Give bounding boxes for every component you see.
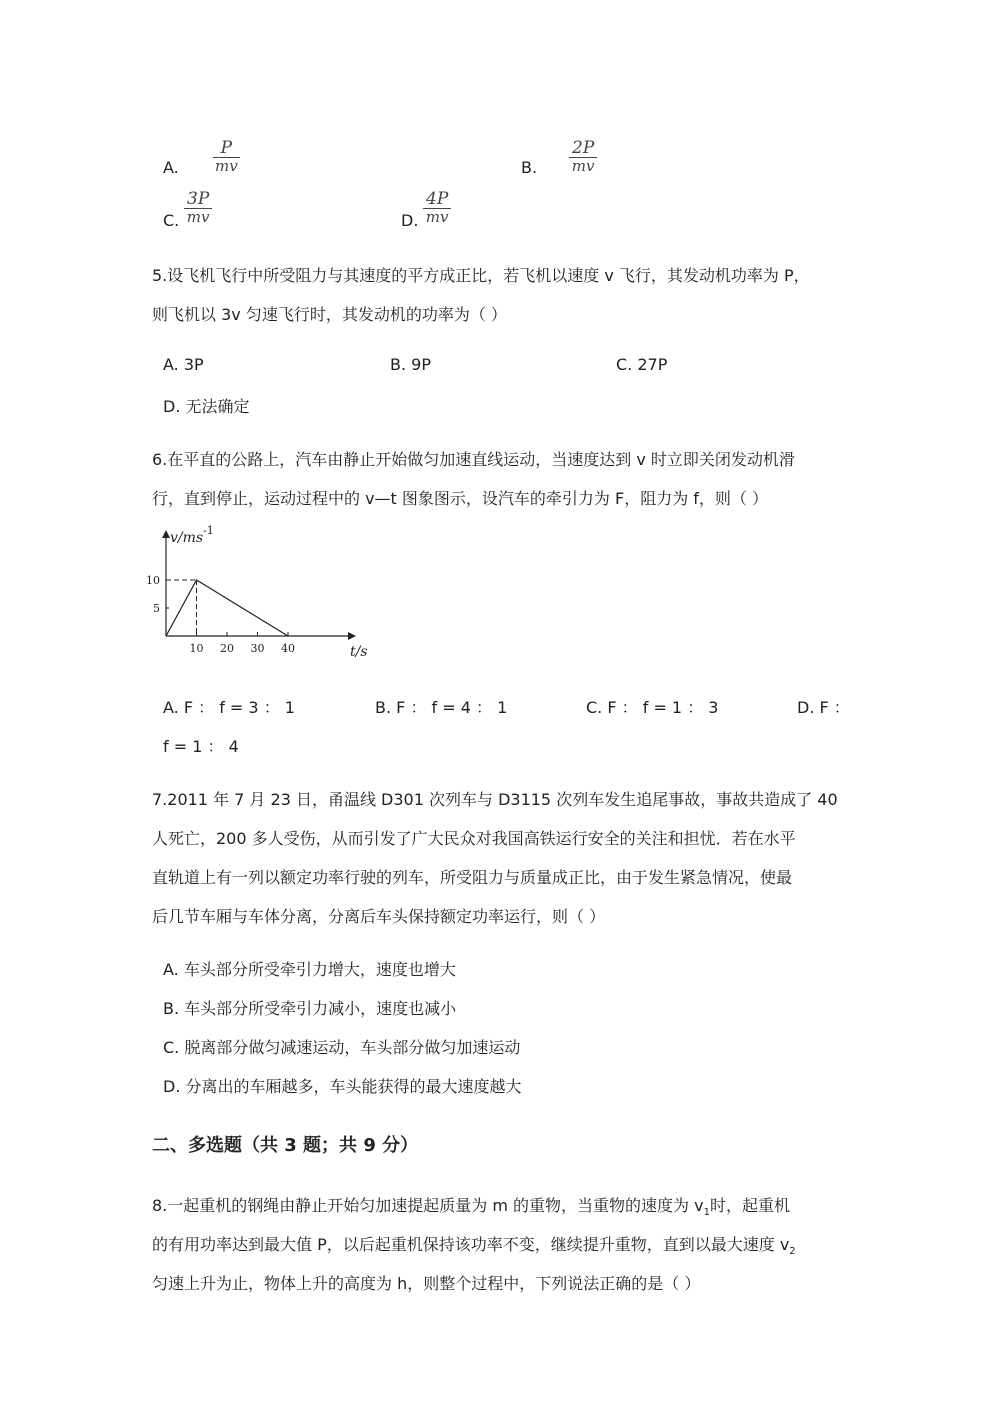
q6-option-d: D. F ：: [797, 698, 850, 717]
q4-option-c-fraction: [184, 191, 212, 226]
q6-option-b: B. F ： f = 4 ： 1: [375, 698, 508, 717]
denominator: mv: [215, 157, 238, 175]
q7-option-c: C. 脱离部分做匀减速运动，车头部分做匀加速运动: [163, 1038, 521, 1057]
velocity-series-line: [166, 580, 288, 636]
q4-option-d-label: D.: [401, 211, 419, 230]
q8-line-1-tail: 时，起重机: [709, 1196, 790, 1215]
q7-stem-line-4: 后几节车厢与车体分离，分离后车头保持额定功率运行，则（ ）: [152, 907, 606, 926]
q8-stem-line-1: [152, 1193, 790, 1218]
q4-option-a-fraction: [213, 140, 240, 175]
x-tick-label: 20: [220, 642, 234, 655]
y-tick-label: 10: [146, 574, 160, 587]
denominator: mv: [571, 157, 595, 175]
q8-line-2-text: 的有用功率达到最大值 P，以后起重机保持该功率不变，继续提升重物，直到以最大速度 v: [152, 1235, 790, 1254]
q7-stem-line-1: 7.2011 年 7 月 23 日，甬温线 D301 次列车与 D3115 次列车发生追尾事故，事故共造成了 40: [152, 790, 838, 809]
numerator: 3P: [187, 189, 210, 209]
q4-option-c-label: C.: [163, 211, 180, 230]
y-axis-label-exponent: -1: [203, 524, 214, 537]
q7-option-a: A. 车头部分所受牵引力增大，速度也增大: [163, 960, 456, 979]
q5-option-a: A. 3P: [163, 355, 204, 374]
q4-option-b-label: B.: [521, 158, 538, 177]
q7-stem-line-3: 直轨道上有一列以额定功率行驶的列车，所受阻力与质量成正比，由于发生紧急情况，使最: [152, 868, 793, 887]
q4-option-b-fraction: [569, 140, 597, 175]
section-heading: 二、多选题（共 3 题；共 9 分）: [152, 1135, 419, 1156]
q5-stem-line-2: 则飞机以 3v 匀速飞行时，其发动机的功率为（ ）: [152, 305, 507, 324]
numerator: 4P: [426, 189, 449, 209]
q6-option-a: A. F ： f = 3 ： 1: [163, 698, 295, 717]
q8-stem-line-2: [152, 1232, 796, 1257]
q6-stem-line-1: 6.在平直的公路上，汽车由静止开始做匀加速直线运动，当速度达到 v 时立即关闭发动机滑: [152, 450, 795, 469]
q7-option-d: D. 分离出的车厢越多，车头能获得的最大速度越大: [163, 1077, 522, 1096]
numerator: 2P: [572, 138, 595, 158]
q8-line-1-text: 8.一起重机的钢绳由静止开始匀加速提起质量为 m 的重物，当重物的速度为 v: [152, 1196, 704, 1215]
denominator: mv: [186, 208, 210, 226]
y-tick-label: 5: [153, 602, 160, 615]
denominator: mv: [425, 208, 449, 226]
q5-option-b: B. 9P: [390, 355, 431, 374]
subscript-1: 1: [703, 1207, 710, 1219]
subscript-2: 2: [789, 1246, 796, 1258]
q7-option-b: B. 车头部分所受牵引力减小，速度也减小: [163, 999, 457, 1018]
numerator: P: [220, 138, 233, 158]
q8-stem-line-3: 匀速上升为止，物体上升的高度为 h，则整个过程中，下列说法正确的是（ ）: [152, 1274, 701, 1293]
y-axis-label: v/ms: [170, 530, 204, 546]
q4-option-a-label: A.: [163, 158, 179, 177]
q6-option-d-continued: f = 1 ： 4: [163, 737, 239, 756]
q5-stem-line-1: 5.设飞机飞行中所受阻力与其速度的平方成正比，若飞机以速度 v 飞行，其发动机功率为 P，: [152, 266, 810, 285]
vt-graph: [140, 518, 380, 663]
x-tick-label: 30: [250, 642, 265, 655]
q5-option-c: C. 27P: [616, 355, 668, 374]
y-axis-arrow: [162, 530, 170, 538]
q6-stem-line-2: 行，直到停止，运动过程中的 v—t 图象图示，设汽车的牵引力为 F，阻力为 f，则（ ）: [152, 489, 769, 508]
x-tick-label: 10: [189, 642, 204, 655]
q7-stem-line-2: 人死亡，200 多人受伤，从而引发了广大民众对我国高铁运行安全的关注和担忧．若在水平: [152, 829, 796, 848]
x-axis-label: t/s: [350, 644, 368, 660]
q4-option-d-fraction: [423, 191, 451, 226]
q6-option-c: C. F ： f = 1 ： 3: [586, 698, 719, 717]
x-axis-arrow: [348, 632, 356, 640]
q5-option-d: D. 无法确定: [163, 397, 250, 416]
x-tick-label: 40: [281, 642, 295, 655]
